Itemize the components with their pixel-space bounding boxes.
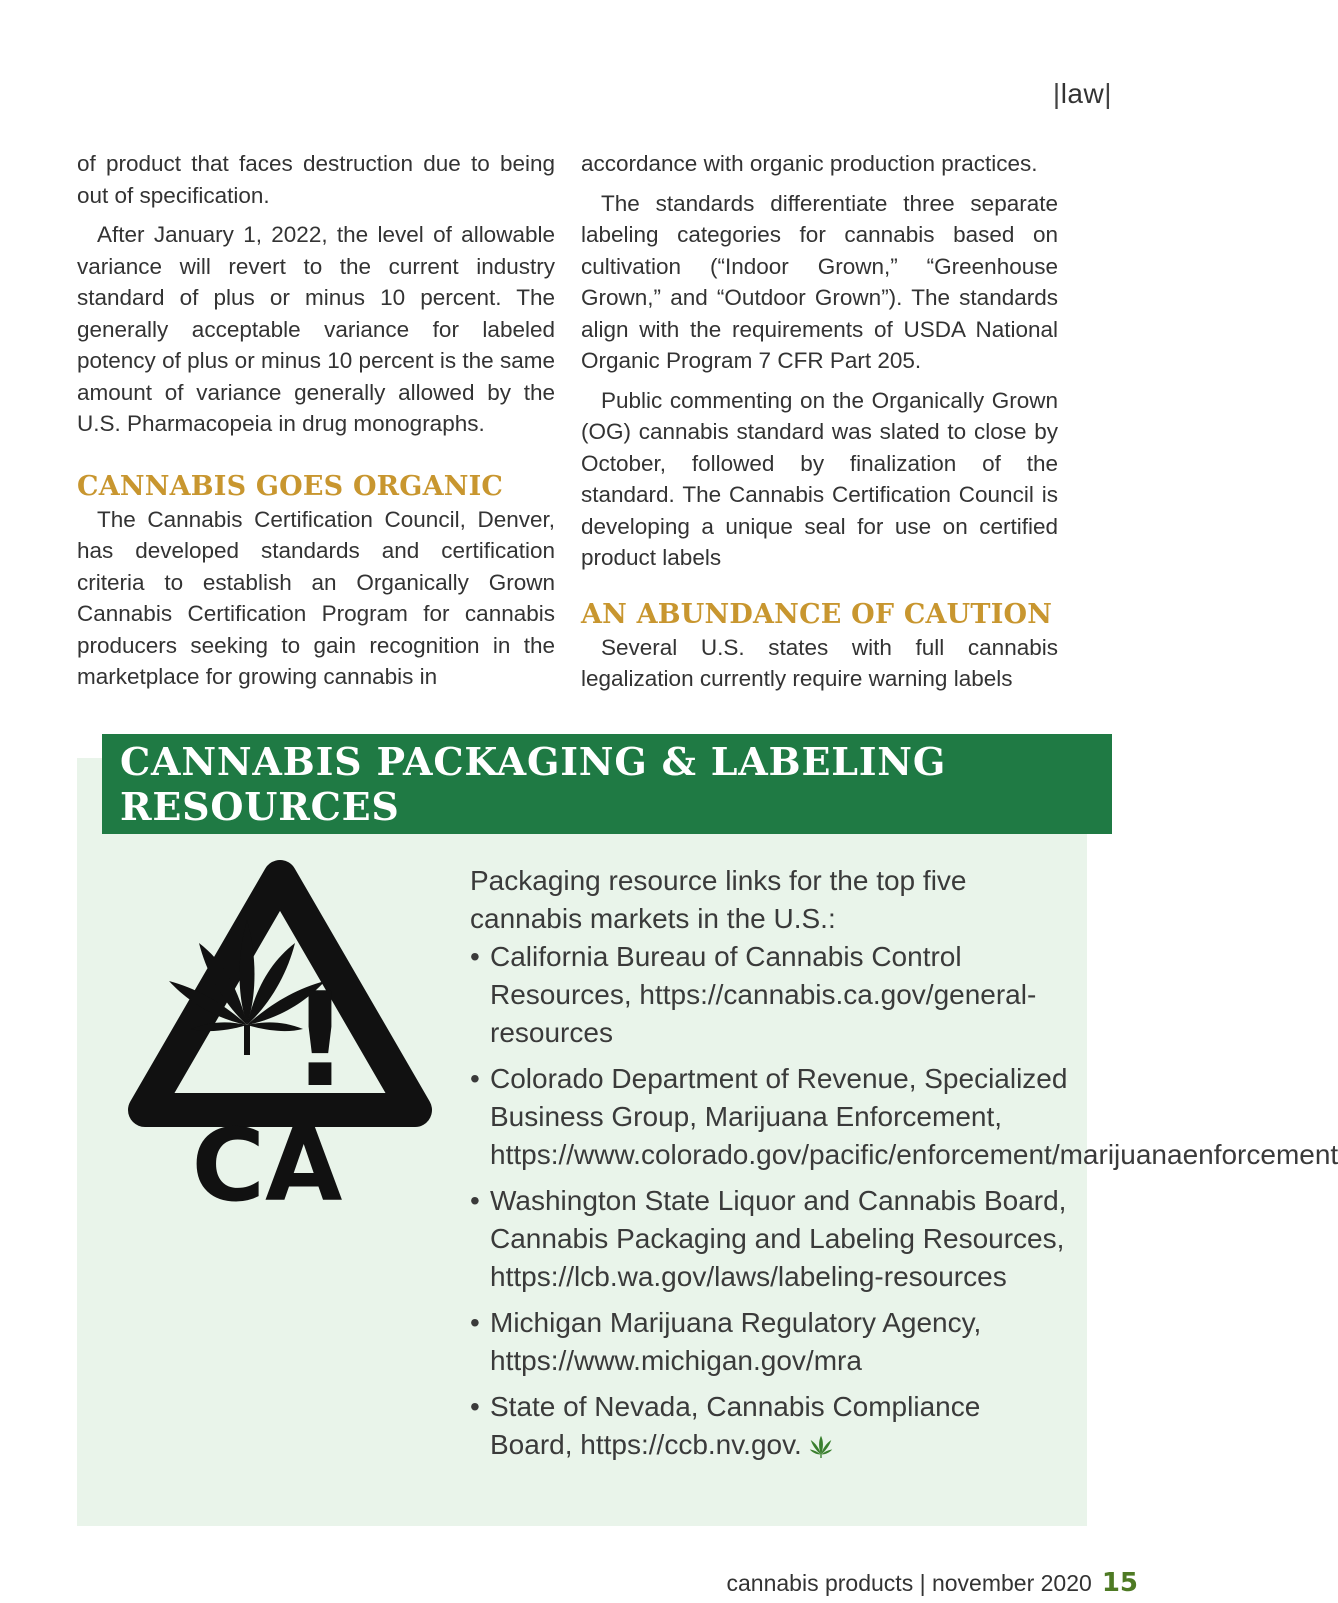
- right-paragraph-3: Public commenting on the Organically Grown (OG) cannabis standard was slated to close by October, followed by finalization of the standard. The Cannabis Certification Council is developing a unique seal for use on certified product labels: [581, 387, 1058, 570]
- resource-text: Washington State Liquor and Cannabis Board, Cannabis Packaging and Labeling Resources, https://lcb.wa.gov/laws/labeling-resources: [490, 1185, 1067, 1292]
- resources-title: CANNABIS PACKAGING & LABELING RESOURCES: [120, 739, 947, 829]
- bullet: •: [470, 1185, 480, 1216]
- resources-list: [470, 938, 1338, 1464]
- bullet: •: [470, 941, 480, 972]
- bullet: •: [470, 1391, 480, 1422]
- right-paragraph-4: Several U.S. states with full cannabis legalization currently require warning labels: [581, 634, 1058, 691]
- logo-exclamation: !: [290, 964, 350, 1116]
- heading-cannabis-goes-organic: CANNABIS GOES ORGANIC: [77, 470, 504, 502]
- resource-text: California Bureau of Cannabis Control Resources, https://cannabis.ca.gov/general-resources: [490, 941, 1037, 1048]
- ca-warning-symbol-icon: [115, 855, 445, 1224]
- left-column: [77, 148, 555, 701]
- resources-text: [470, 862, 1338, 1472]
- section-tag-bar-right: |: [1104, 78, 1112, 109]
- resources-intro: Packaging resource links for the top five cannabis markets in the U.S.:: [470, 865, 967, 934]
- section-tag: [1053, 78, 1112, 110]
- resource-item-washington: [470, 1182, 1070, 1296]
- resource-text: State of Nevada, Cannabis Compliance Board, https://ccb.nv.gov.: [490, 1391, 981, 1460]
- resource-item-michigan: [470, 1304, 1070, 1380]
- right-column: [581, 148, 1058, 703]
- bullet: •: [470, 1307, 480, 1338]
- resource-item-nevada: [470, 1388, 1070, 1464]
- footer-date: november 2020: [931, 1570, 1092, 1596]
- footer-separator: |: [919, 1570, 926, 1596]
- left-paragraph-3: The Cannabis Certification Council, Denver, has developed standards and certification criteria to establish an Organically Grown Cannabis Certification Program for cannabis producers seeking to gain recognition in the marketplace for growing cannabis in: [77, 506, 555, 689]
- heading-abundance-of-caution: AN ABUNDANCE OF CAUTION: [581, 598, 1053, 630]
- page-footer: [727, 1568, 1138, 1598]
- right-paragraph-1: accordance with organic production practices.: [581, 151, 1038, 176]
- footer-publication: cannabis products: [726, 1570, 914, 1596]
- resources-banner: [102, 734, 1112, 834]
- right-paragraph-2: The standards differentiate three separate labeling categories for cannabis based on cultivation (“Indoor Grown,” “Greenhouse Grown,” and “Outdoor Grown”). The standards align with the requirements of USDA National Organic Program 7 CFR Part 205.: [581, 190, 1058, 373]
- left-paragraph-2: After January 1, 2022, the level of allowable variance will revert to the current industry standard of plus or minus 10 percent. The generally acceptable variance for labeled potency of plus or minus 10 percent is the same amount of variance generally allowed by the U.S. Pharmacopeia in drug monographs.: [77, 222, 555, 436]
- logo-ca-text: CA: [191, 1107, 343, 1224]
- resource-item-california: [470, 938, 1070, 1052]
- section-tag-bar-left: |: [1052, 78, 1061, 109]
- bullet: •: [470, 1063, 480, 1094]
- left-paragraph-1: of product that faces destruction due to being out of specification.: [77, 151, 555, 208]
- resource-item-colorado: [470, 1060, 1338, 1174]
- resource-text: Colorado Department of Revenue, Specialized Business Group, Marijuana Enforcement, https://www.colorado.gov/pacific/enforcement/marijuanaenforcement: [490, 1063, 1338, 1170]
- resource-text: Michigan Marijuana Regulatory Agency, https://www.michigan.gov/mra: [490, 1307, 982, 1376]
- section-tag-label: law: [1060, 78, 1105, 109]
- page-number: 15: [1101, 1568, 1138, 1598]
- end-leaf-icon: [808, 1434, 834, 1458]
